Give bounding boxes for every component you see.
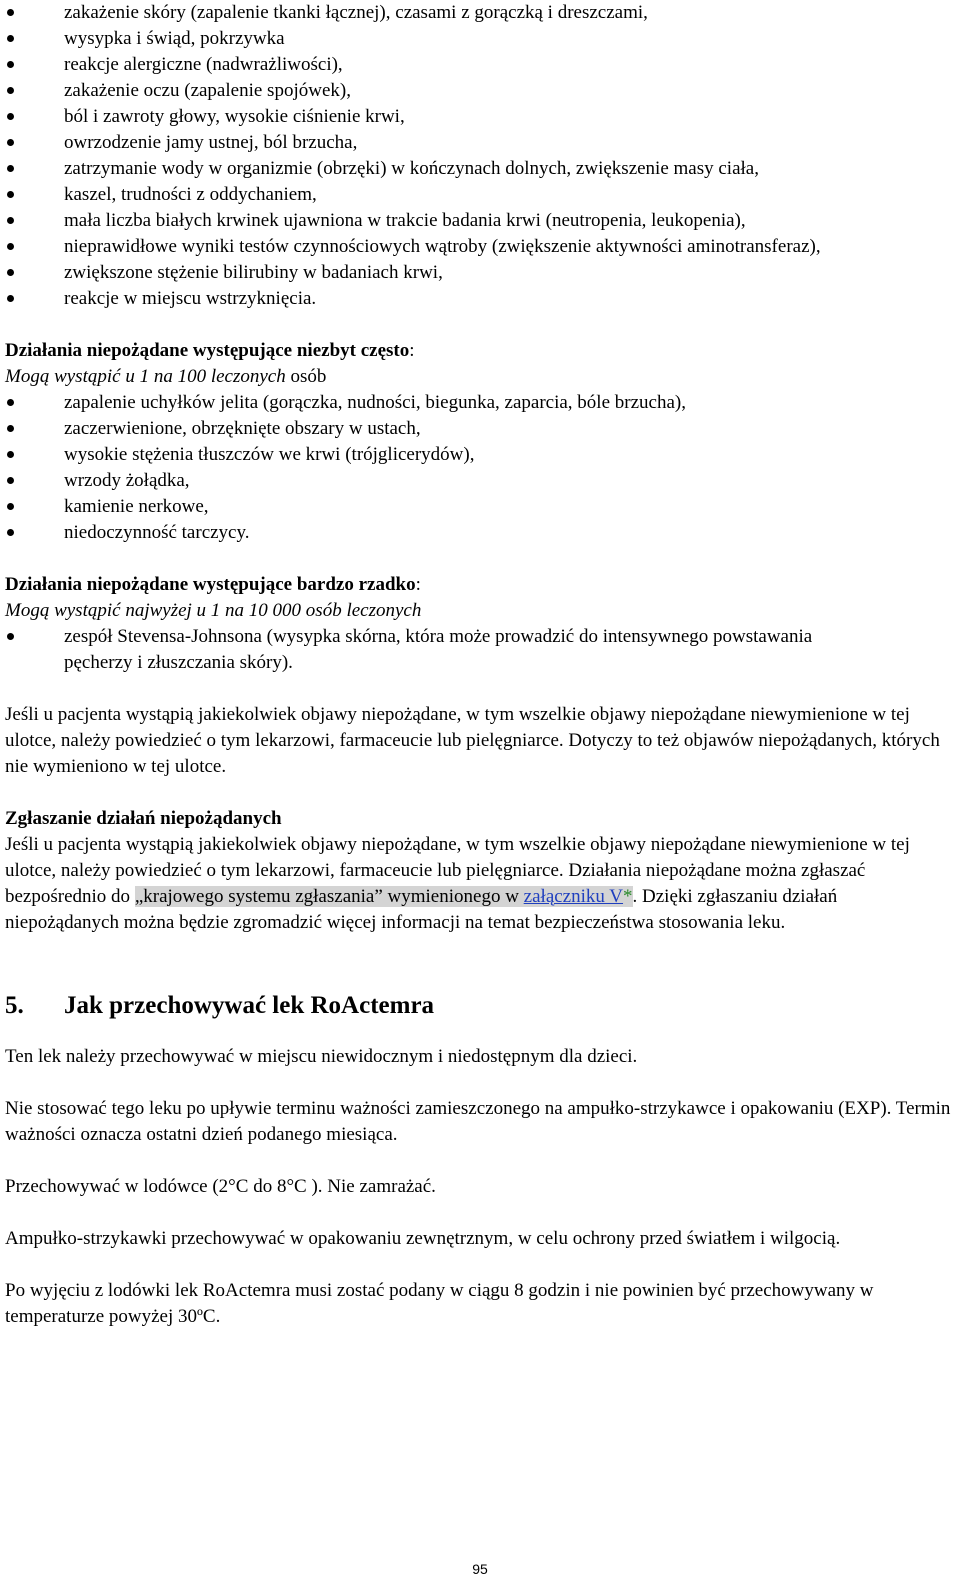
- uncommon-side-effects-list: [5, 390, 955, 546]
- very-rare-heading: Działania niepożądane występujące bardzo rzadko:: [5, 574, 421, 595]
- list-item: zapalenie uchyłków jelita (gorączka, nudności, biegunka, zaparcia, bóle brzucha),: [5, 390, 955, 416]
- list-item: kaszel, trudności z oddychaniem,: [5, 182, 955, 208]
- uncommon-heading: Działania niepożądane występujące niezbyt często:: [5, 340, 415, 361]
- reporting-paragraph: [5, 832, 955, 936]
- list-item: zakażenie skóry (zapalenie tkanki łącznej), czasami z gorączką i dreszczami,: [5, 0, 955, 26]
- list-item: mała liczba białych krwinek ujawniona w trakcie badania krwi (neutropenia, leukopenia),: [5, 208, 955, 234]
- very-rare-side-effects-list: [5, 624, 955, 676]
- list-item: reakcje w miejscu wstrzyknięcia.: [5, 286, 955, 312]
- uncommon-frequency: Mogą wystąpić u 1 na 100 leczonych osób: [5, 366, 327, 387]
- list-item: zatrzymanie wody w organizmie (obrzęki) w kończynach dolnych, zwiększenie masy ciała,: [5, 156, 955, 182]
- section-5-heading: 5. Jak przechowywać lek RoActemra: [5, 992, 435, 1019]
- reporting-text: Jeśli u pacjenta wystąpią jakiekolwiek objawy niepożądane, w tym wszelkie objawy niepożądane niewymienione w tej ulotce, należy powiedzieć o tym lekarzowi, farmaceucie lub pielęgniarce. Działania niepożądane można zgłaszać bezpośrednio do: [5, 834, 910, 907]
- list-item: ból i zawroty głowy, wysokie ciśnienie krwi,: [5, 104, 955, 130]
- list-item: zakażenie oczu (zapalenie spojówek),: [5, 78, 955, 104]
- national-system-highlight: „krajowego systemu zgłaszania” wymienionego w załączniku V*: [134, 886, 633, 907]
- document-page: [5, 0, 955, 1330]
- appendix-v-link[interactable]: załączniku V: [523, 886, 624, 907]
- notice-paragraph: Jeśli u pacjenta wystąpią jakiekolwiek objawy niepożądane, w tym wszelkie objawy niepożądane niewymienione w tej ulotce, należy powiedzieć o tym lekarzowi, farmaceucie lub pielęgniarce. Dotyczy to też objawów niepożądanych, których nie wymieniono w tej ulotce.: [5, 704, 940, 777]
- reporting-text-end: . Dzięki zgłaszaniu działań niepożądanych można będzie zgromadzić więcej informacji na temat bezpieczeństwa stosowania leku.: [5, 886, 838, 933]
- list-item: zespół Stevensa-Johnsona (wysypka skórna, która może prowadzić do intensywnego powstawania pęcherzy i złuszczania skóry).: [5, 624, 955, 676]
- list-item: wysokie stężenia tłuszczów we krwi (trójglicerydów),: [5, 442, 955, 468]
- list-item: nieprawidłowe wyniki testów czynnościowych wątroby (zwiększenie aktywności aminotransferaz),: [5, 234, 955, 260]
- list-item: reakcje alergiczne (nadwrażliwości),: [5, 52, 955, 78]
- storage-paragraph: Ten lek należy przechowywać w miejscu niewidocznym i niedostępnym dla dzieci.: [5, 1046, 638, 1067]
- storage-paragraph: Przechowywać w lodówce (2°C do 8°C ). Nie zamrażać.: [5, 1176, 436, 1197]
- list-item: zaczerwienione, obrzęknięte obszary w ustach,: [5, 416, 955, 442]
- list-item: wysypka i świąd, pokrzywka: [5, 26, 955, 52]
- list-item: kamienie nerkowe,: [5, 494, 955, 520]
- list-item: zwiększone stężenie bilirubiny w badaniach krwi,: [5, 260, 955, 286]
- reporting-heading: Zgłaszanie działań niepożądanych: [5, 808, 282, 829]
- page-number: 95: [472, 1561, 488, 1577]
- storage-paragraph: Ampułko-strzykawki przechowywać w opakowaniu zewnętrznym, w celu ochrony przed światłem i wilgocią.: [5, 1228, 841, 1249]
- very-rare-frequency: Mogą wystąpić najwyżej u 1 na 10 000 osób leczonych: [5, 600, 422, 621]
- list-item: wrzody żołądka,: [5, 468, 955, 494]
- storage-paragraph: Po wyjęciu z lodówki lek RoActemra musi zostać podany w ciągu 8 godzin i nie powinien być przechowywany w temperaturze powyżej 30ºC.: [5, 1280, 874, 1327]
- list-item: owrzodzenie jamy ustnej, ból brzucha,: [5, 130, 955, 156]
- list-item: niedoczynność tarczycy.: [5, 520, 955, 546]
- common-side-effects-list: [5, 0, 955, 312]
- storage-paragraph: Nie stosować tego leku po upływie terminu ważności zamieszczonego na ampułko-strzykawce i opakowaniu (EXP). Termin ważności oznacza ostatni dzień podanego miesiąca.: [5, 1098, 951, 1145]
